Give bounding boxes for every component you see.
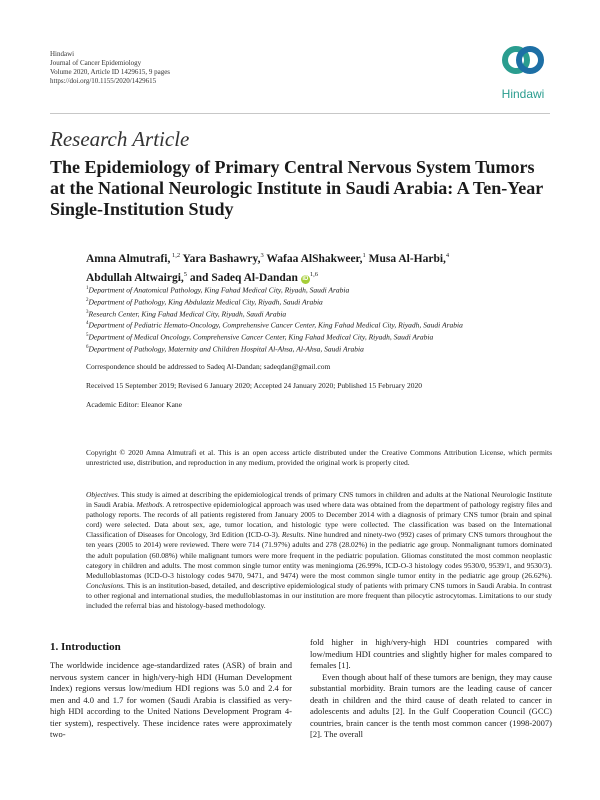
author-sup: 5	[183, 270, 188, 278]
abstract	[86, 490, 552, 611]
affiliation-item: $^4$Department of Pediatric Hemato-Oncology, Comprehensive Cancer Center, King Fahad Medical City, Riyadh, Saudi Arabia	[86, 320, 463, 330]
author-name: Wafaa AlShakweer,	[266, 252, 363, 265]
journal-meta	[50, 50, 170, 86]
abstract-text: This study is aimed at describing the epidemiological trends of primary CNS tumors in children and adults at the National Neurologic Institute in Saudi Arabia.	[86, 490, 552, 510]
affiliation-item: $^6$Department of Pathology, Maternity and Children Hospital Al-Ahsa, Al-Ahsa, Saudi Arabia	[86, 344, 364, 354]
affiliations	[86, 284, 556, 355]
body-paragraph: fold higher in high/very-high HDI countries compared with low/medium HDI countries and slightly higher for males compared to females [1].	[310, 637, 552, 670]
orcid-icon[interactable]: iD	[302, 275, 309, 282]
author-sup: 1,6	[309, 270, 318, 278]
abstract-text: This is an institution-based, detailed, and descriptive epidemiological study of patients with primary CNS tumors in Saudi Arabia. In contrast to other regional and international studies, the medulloblastomas in our institution are more frequent than pilocytic astrocytomas. Limitations to our study included the referral bias and histology-based methodology.	[86, 580, 552, 611]
author-list	[86, 248, 546, 286]
section-heading: 1. Introduction	[50, 641, 121, 653]
author-name: Musa Al-Harbi,	[368, 252, 446, 265]
hindawi-logo-icon	[501, 40, 545, 80]
author-sup: 4	[445, 252, 450, 259]
abstract-label: Methods.	[136, 500, 165, 510]
copyright-notice: Copyright © 2020 Amna Almutrafi et al. This is an open access article distributed under the Creative Commons Attribution License, which permits unrestricted use, distribution, and reproduction in any medium, provided the original work is properly cited.	[86, 448, 552, 467]
journal-name: Journal of Cancer Epidemiology	[50, 59, 142, 67]
affiliation-item: $^1$Department of Anatomical Pathology, King Fahad Medical City, Riyadh, Saudi Arabia	[86, 285, 350, 295]
author-name: Amna Almutrafi,	[86, 252, 171, 265]
affiliation-item: $^5$Department of Medical Oncology, Comprehensive Cancer Center, King Fahad Medical City, Riyadh, Saudi Arabia	[86, 332, 434, 342]
paper-title: The Epidemiology of Primary Central Nervous System Tumors at the National Neurologic Institute in Saudi Arabia: A Ten-Year Single-Institution Study	[50, 157, 543, 219]
body-paragraph: The worldwide incidence age-standardized rates (ASR) of brain and nervous system cancer in high/very-high HDI (Human Development Index) regions versus low/medium HDI regions was 5.0 and 2.4 for men and 4.0 and 1.7 for women (Saudi Arabia is classified as very-high HDI according to the United Nations Development Program 4-tier system), respectively. These incidence rates were approximately two-	[50, 660, 292, 739]
abstract-text: A retrospective epidemiological approach was used where data was obtained from the department of pathology registry files and pathology reports. The records of all patients registered from January 2005 to December 2014 with a diagnosis of primary CNS tumor (brain and spinal cord) were selected. Data about sex, age, tumor location, and histologic type were collected. The classification was based on the International Classification of Diseases for Oncology, 3rd Edition (ICD-O-3).	[86, 500, 552, 540]
affiliation-item: $^3$Research Center, King Fahad Medical City, Riyadh, Saudi Arabia	[86, 309, 287, 319]
header-divider	[50, 113, 550, 114]
article-type: Research Article	[50, 127, 190, 151]
affiliation-item: $^2$Department of Pathology, King Abdulaziz Medical City, Riyadh, Saudi Arabia	[86, 297, 323, 307]
correspondence: Correspondence should be addressed to Sadeq Al-Dandan; sadeqdan@gmail.com	[86, 362, 331, 371]
author-name: and Sadeq Al-Dandan	[189, 271, 298, 284]
body-column-right	[310, 637, 552, 741]
author-sup: 1,2	[170, 252, 181, 259]
abstract-label: Objectives.	[86, 490, 120, 499]
author-sup: 1	[362, 252, 366, 259]
abstract-text: Nine hundred and ninety-two (992) cases of primary CNS tumors throughout the ten years (2005 to 2014) were reviewed. There were 714 (71.97%) adults and 278 (28.02%) in the pediatric age group. Nonmalignant tumors dominated the adult population (60.08%) while malignant tumors were more frequent in the pediatric population. Gliomas constituted the most common neoplastic category in children and adults. The most common single tumor entity was meningioma (26.99%, ICD-O-3 histology codes 9530/0, 9539/1, and 9530/3). Medulloblastomas (ICD-O-3 histology codes 9470, 9471, and 9474) were the most common single tumor entity in the pediatric age group (26.62%).	[86, 530, 552, 580]
abstract-label: Conclusions.	[86, 580, 125, 590]
author-sup: 3	[260, 252, 264, 259]
abstract-label: Results.	[281, 530, 306, 540]
author-name: Yara Bashawry,	[182, 252, 261, 265]
volume-line: Volume 2020, Article ID 1429615, 9 pages	[50, 68, 171, 76]
logo-wordmark: Hindawi	[501, 87, 545, 101]
doi-link[interactable]: https://doi.org/10.1155/2020/1429615	[50, 77, 157, 85]
academic-editor: Academic Editor: Eleanor Kane	[86, 400, 182, 409]
hindawi-logo	[488, 40, 558, 101]
body-column-left	[50, 660, 292, 741]
dates: Received 15 September 2019; Revised 6 January 2020; Accepted 24 January 2020; Published 15 February 2020	[86, 381, 422, 390]
publisher-name: Hindawi	[50, 50, 75, 58]
body-paragraph: Even though about half of these tumors are benign, they may cause substantial morbidity. Brain tumors are the leading cause of cancer death in children and the third cause of death related to cancer in adolescents and adults [2]. In the Gulf Cooperation Council (GCC) countries, brain cancer is the tenth most common cancer (1998-2007) [2]. The overall	[310, 671, 552, 739]
author-name: Abdullah Altwairgi,	[86, 271, 184, 284]
